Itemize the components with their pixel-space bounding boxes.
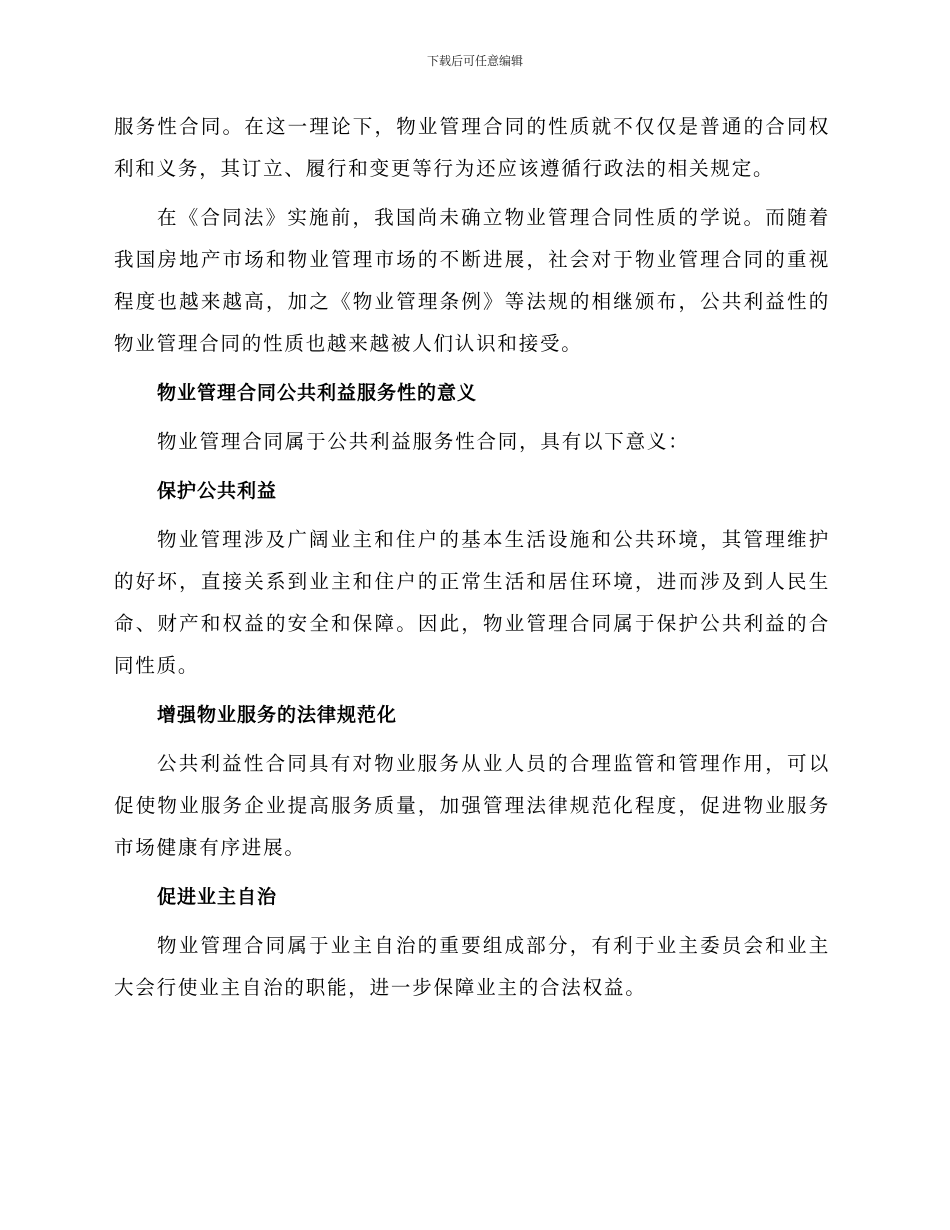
document-body [114,106,830,1016]
subheading-owner-autonomy: 促进业主自治 [157,886,278,908]
paragraph-protect-public-interest: 物业管理涉及广阔业主和住户的基本生活设施和公共环境，其管理维护的好坏，直接关系到业主和住户的正常生活和居住环境，进而涉及到人民生命、财产和权益的安全和保障。因此，物业管理合同属于保护公共利益的合同性质。 [114,528,830,677]
paragraph-legal-standardization: 公共利益性合同具有对物业服务从业人员的合理监管和管理作用，可以促使物业服务企业提高服务质量，加强管理法律规范化程度，促进物业服务市场健康有序进展。 [114,752,830,859]
paragraph-contract-law: 在《合同法》实施前，我国尚未确立物业管理合同性质的学说。而随着我国房地产市场和物业管理市场的不断进展，社会对于物业管理合同的重视程度也越来越高，加之《物业管理条例》等法规的相继颁布，公共利益性的物业管理合同的性质也越来越被人们认识和接受。 [114,206,830,355]
section-heading-significance: 物业管理合同公共利益服务性的意义 [157,382,478,404]
page-header: 下载后可任意编辑 [426,54,523,68]
paragraph-owner-autonomy: 物业管理合同属于业主自治的重要组成部分，有利于业主委员会和业主大会行使业主自治的职能，进一步保障业主的合法权益。 [114,934,830,999]
subheading-legal-standardization: 增强物业服务的法律规范化 [157,704,398,726]
paragraph-continued: 服务性合同。在这一理论下，物业管理合同的性质就不仅仅是普通的合同权利和义务，其订立、履行和变更等行为还应该遵循行政法的相关规定。 [114,115,830,180]
paragraph-significance-intro: 物业管理合同属于公共利益服务性合同，具有以下意义： [157,430,690,453]
subheading-protect-public-interest: 保护公共利益 [157,480,278,502]
